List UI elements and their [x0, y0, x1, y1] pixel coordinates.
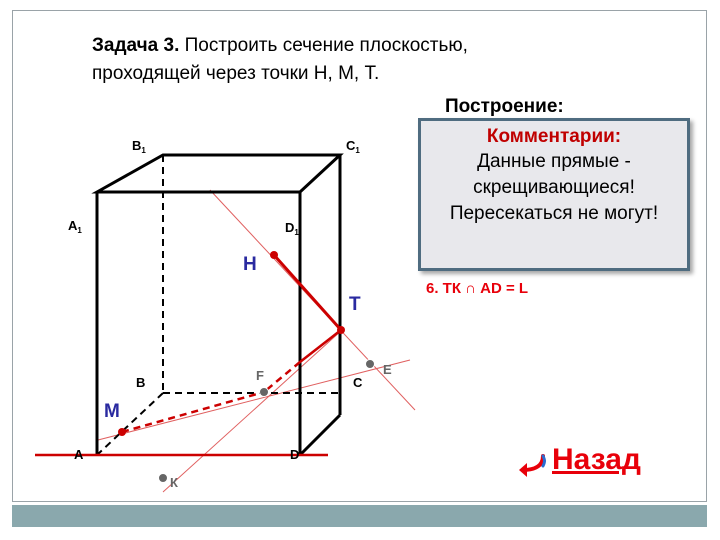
comment-title: Комментарии:	[486, 126, 622, 147]
label-c: С	[353, 375, 363, 390]
construction-step: 6. ТК ∩ AD = L	[426, 280, 529, 297]
point-h	[270, 251, 278, 259]
task-text-line1: Построить сечение плоскостью,	[179, 35, 468, 56]
construction-header: Построение:	[445, 96, 564, 117]
label-t: Т	[349, 294, 361, 315]
label-d1: $D_1$	[285, 220, 299, 237]
point-k	[159, 474, 168, 483]
aux-line-me	[98, 360, 410, 440]
label-k: К	[170, 475, 178, 490]
label-a1: $А_1$	[68, 218, 82, 235]
back-button[interactable]: Назад	[552, 443, 641, 476]
label-c1: $С_1$	[346, 138, 360, 155]
aux-line-tk	[163, 330, 342, 492]
back-arrow-icon[interactable]	[515, 448, 549, 482]
edge-dc	[300, 415, 340, 455]
label-e: Е	[383, 362, 392, 377]
comment-box	[418, 118, 690, 271]
point-e	[366, 360, 375, 369]
label-m: М	[104, 401, 120, 422]
point-f	[260, 388, 269, 397]
label-b1: $В_1$	[132, 138, 146, 155]
label-b: В	[136, 375, 146, 390]
label-f: F	[256, 368, 264, 383]
comment-text: Данные прямые - скрещивающиеся! Пересекаться не могут!	[449, 151, 659, 224]
top-face	[97, 155, 340, 192]
label-a: А	[74, 447, 84, 462]
point-m	[118, 428, 126, 436]
section-line-t-face	[300, 330, 341, 362]
section-line-tf-hidden	[264, 362, 300, 392]
point-t	[337, 326, 345, 334]
label-d: D	[290, 447, 300, 462]
task-label: Задача 3.	[92, 35, 180, 56]
task-text-line2: проходящей через точки Н, М, Т.	[92, 63, 380, 84]
section-line-ht	[274, 255, 341, 330]
label-h: Н	[243, 254, 257, 275]
